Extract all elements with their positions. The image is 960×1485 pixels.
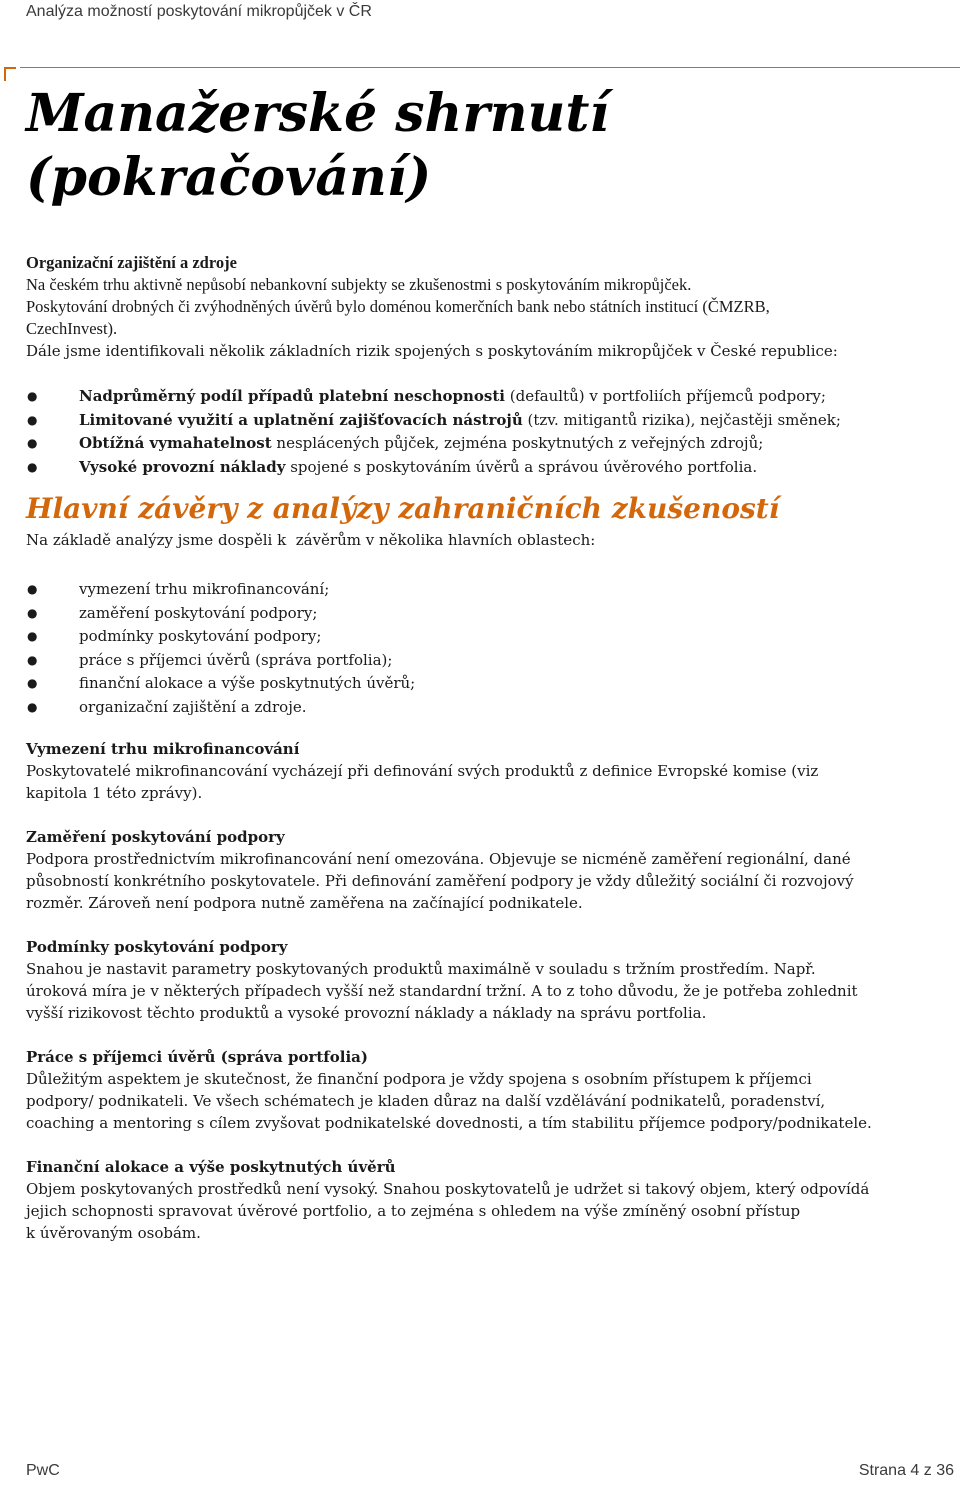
list-item xyxy=(26,602,946,626)
list-item xyxy=(26,625,946,649)
conclusions-heading: Hlavní závěry z analýzy zahraničních zkušeností xyxy=(26,492,780,525)
section-heading: Finanční alokace a výše poskytnutých úvěrů xyxy=(26,1158,396,1176)
org-line: CzechInvest). xyxy=(26,319,118,338)
risks-list xyxy=(26,385,946,479)
risk-text: (defaultů) v portfoliích příjemců podpory; xyxy=(505,387,826,405)
risk-text: nesplácených půjček, zejména poskytnutých z veřejných zdrojů; xyxy=(271,434,764,452)
section-line: Podpora prostřednictvím mikrofinancování není omezována. Objevuje se nicméně zaměření regionální, dané xyxy=(26,850,851,868)
bullet-icon: ● xyxy=(27,582,38,596)
org-section xyxy=(26,252,946,340)
org-line: Na českém trhu aktivně nepůsobí nebankovní subjekty se zkušenostmi s poskytováním mikropůjček. xyxy=(26,275,692,294)
header-rule xyxy=(20,67,960,68)
section-allocation xyxy=(26,1156,946,1244)
list-item xyxy=(26,385,946,409)
section-heading: Vymezení trhu mikrofinancování xyxy=(26,740,300,758)
bullet-icon: ● xyxy=(27,652,38,667)
running-header: Analýza možností poskytování mikropůjček v ČR xyxy=(26,3,372,20)
section-line: Důležitým aspektem je skutečnost, že finanční podpora je vždy spojena s osobním přístupem k příjemci xyxy=(26,1070,812,1088)
bullet-icon: ● xyxy=(27,699,38,714)
area-text: zaměření poskytování podpory; xyxy=(79,603,318,622)
section-line: k úvěrovaným osobám. xyxy=(26,1224,201,1242)
section-portfolio xyxy=(26,1046,946,1134)
section-conditions xyxy=(26,936,946,1024)
section-line: Objem poskytovaných prostředků není vysoký. Snahou poskytovatelů je udržet si takový objem, který odpovídá xyxy=(26,1180,870,1198)
section-line: Snahou je nastavit parametry poskytovaných produktů maximálně v souladu s tržním prostředím. Např. xyxy=(26,960,816,978)
corner-mark xyxy=(4,67,16,81)
risk-bold: Nadprůměrný podíl případů platební neschopnosti xyxy=(79,387,505,405)
footer-page-number: Strana 4 z 36 xyxy=(858,1462,954,1479)
areas-list xyxy=(26,578,946,719)
bullet-icon: ● xyxy=(27,436,38,450)
bullet-icon: ● xyxy=(27,412,38,427)
org-heading: Organizační zajištění a zdroje xyxy=(26,253,237,272)
bullet-icon: ● xyxy=(27,676,38,690)
page-title-line-2: (pokračování) xyxy=(26,147,432,208)
list-item xyxy=(26,649,946,673)
section-heading: Zaměření poskytování podpory xyxy=(26,828,285,846)
section-focus xyxy=(26,826,946,914)
list-item xyxy=(26,432,946,456)
list-item xyxy=(26,672,946,696)
section-line: coaching a mentoring s cílem zvyšovat podnikatelské dovednosti, a tím stabilitu příjemce podpory/podnikatele. xyxy=(26,1114,872,1132)
page-title xyxy=(26,82,609,210)
section-line: jejich schopnosti spravovat úvěrové portfolio, a to zejména s ohledem na výše zmíněný osobní přístup xyxy=(26,1202,801,1220)
section-line: kapitola 1 této zprávy). xyxy=(26,784,203,802)
area-text: finanční alokace a výše poskytnutých úvěrů; xyxy=(79,674,416,692)
risk-bold: Obtížná vymahatelnost xyxy=(79,434,272,452)
risk-text: (tzv. mitigantů rizika), nejčastěji směnek; xyxy=(522,410,841,429)
risk-text: spojené s poskytováním úvěrů a správou úvěrového portfolia. xyxy=(285,457,758,476)
section-line: podpory/ podnikateli. Ve všech schématech je kladen důraz na další vzdělávání podnikatelů, poradenství, xyxy=(26,1092,826,1110)
list-item xyxy=(26,456,946,480)
section-heading: Podmínky poskytování podpory xyxy=(26,938,288,956)
area-text: podmínky poskytování podpory; xyxy=(79,627,322,645)
bullet-icon: ● xyxy=(27,389,38,403)
bullet-icon: ● xyxy=(27,605,38,620)
conclusions-intro: Na základě analýzy jsme dospěli k závěrům v několika hlavních oblastech: xyxy=(26,531,596,549)
list-item xyxy=(26,696,946,720)
area-text: vymezení trhu mikrofinancování; xyxy=(79,580,330,598)
area-text: práce s příjemci úvěrů (správa portfolia); xyxy=(79,650,393,669)
section-line: úroková míra je v některých případech vyšší než standardní tržní. A to z toho důvodu, že je potřeba zohlednit xyxy=(26,982,858,1000)
section-line: Poskytovatelé mikrofinancování vycházejí při definování svých produktů z definice Evropské komise (viz xyxy=(26,762,819,780)
risk-bold: Vysoké provozní náklady xyxy=(79,457,286,476)
risk-bold: Limitované využití a uplatnění zajišťovacích nástrojů xyxy=(79,410,523,429)
bullet-icon: ● xyxy=(27,629,38,643)
page-title-line-1: Manažerské shrnutí xyxy=(26,83,610,144)
list-item xyxy=(26,409,946,433)
bullet-icon: ● xyxy=(27,459,38,474)
section-heading: Práce s příjemci úvěrů (správa portfolia) xyxy=(26,1048,368,1066)
section-line: vyšší rizikovost těchto produktů a vysoké provozní náklady a náklady na správu portfolia. xyxy=(26,1004,707,1022)
list-item xyxy=(26,578,946,602)
main-content xyxy=(26,252,946,1244)
section-market xyxy=(26,738,946,804)
footer-left: PwC xyxy=(26,1462,60,1479)
risks-intro: Dále jsme identifikovali několik základních rizik spojených s poskytováním mikropůjček v České republice: xyxy=(26,342,838,360)
org-line: Poskytování drobných či zvýhodněných úvěrů bylo doménou komerčních bank nebo státních institucí (ČMZRB, xyxy=(26,297,770,316)
section-line: rozměr. Zároveň není podpora nutně zaměřena na začínající podnikatele. xyxy=(26,894,583,912)
section-line: působností konkrétního poskytovatele. Při definování zaměření podpory je vždy důležitý sociální či rozvojový xyxy=(26,872,854,890)
area-text: organizační zajištění a zdroje. xyxy=(79,697,307,716)
